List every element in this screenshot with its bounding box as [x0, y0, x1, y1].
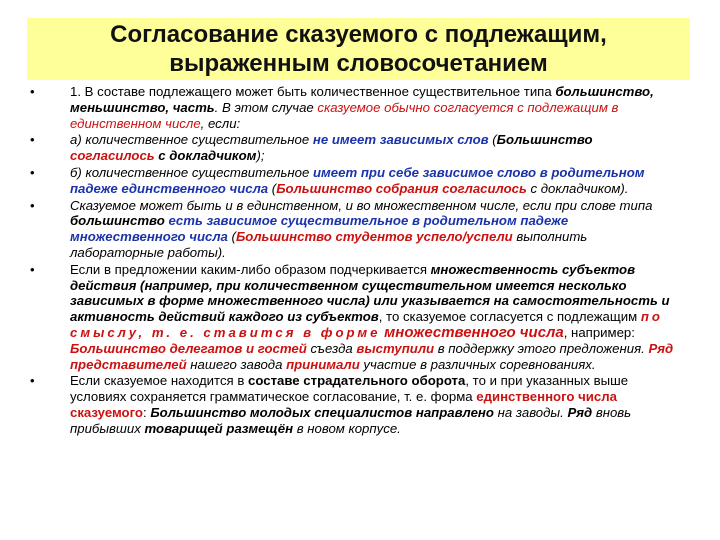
bullet-icon: •: [30, 261, 35, 277]
text: );: [256, 148, 265, 164]
term: составе страдательного оборота: [248, 373, 466, 389]
example: Большинство собрания согласилось: [276, 180, 527, 196]
highlight: имеет при себе зависимое слово в родительном падеже единственного числа: [70, 164, 645, 196]
example-verb: выступили: [356, 340, 435, 356]
example-verb: согласилось: [70, 148, 155, 164]
text: Сказуемое может быть и в единственном, и во множественном числе, если при слове типа: [70, 197, 653, 213]
text: а) количественное существительное: [70, 132, 313, 148]
highlight: единственного числа сказуемого: [70, 389, 617, 420]
text: , то и при указанных выше условиях сохраняется грамматическое согласование, т. е. форма: [70, 373, 629, 405]
text: на заводы.: [493, 404, 568, 420]
text: выполнить лабораторные работы).: [70, 229, 588, 260]
title-line-2: выраженным словосочетанием: [169, 50, 548, 77]
example: Большинство студентов успело/успели: [235, 229, 513, 245]
text: съезда: [306, 340, 357, 356]
text: , если:: [200, 115, 241, 131]
text: участие в различных соревнованиях.: [359, 356, 596, 372]
title-line-1: Согласование сказуемого с подлежащим,: [110, 21, 607, 48]
example: Большинство молодых специалистов направлено: [150, 404, 494, 420]
rule-item-3: [28, 165, 680, 197]
text: (: [227, 229, 236, 245]
bullet-icon: •: [30, 84, 35, 99]
text: . В этом случае: [214, 99, 318, 115]
text: (: [488, 132, 497, 148]
term: большинство: [70, 213, 165, 229]
example-verb: принимали: [286, 356, 360, 372]
rules-list: [28, 84, 680, 438]
slide-title: [110, 20, 607, 78]
example: товарищей размещён: [144, 420, 294, 436]
text: :: [143, 404, 151, 420]
bullet-icon: •: [30, 164, 35, 180]
text: в новом корпусе.: [293, 420, 401, 436]
highlight: сказуемое обычно согласуется с подлежащим в единственном числе: [70, 99, 619, 131]
rule-item-1: [28, 84, 680, 131]
text: нашего завода: [186, 356, 287, 372]
highlight: по смыслу, т. е. ставится в форме: [70, 309, 663, 340]
text: (: [268, 180, 277, 196]
bullet-icon: •: [30, 373, 35, 389]
text: б) количественное существительное: [70, 164, 313, 180]
text: с докладчиком).: [526, 180, 629, 196]
term: большинство, меньшинство, часть: [70, 84, 654, 115]
rule-item-6: [28, 373, 680, 436]
rule-item-4: [28, 198, 680, 261]
text: , то сказуемое согласуется с подлежащим: [378, 309, 641, 325]
rule-item-2: [28, 132, 680, 164]
text: , например:: [563, 324, 635, 340]
text: 1. В составе подлежащего может быть количественное существительное типа: [70, 84, 556, 99]
example: Ряд: [567, 404, 593, 420]
example: Большинство делегатов и гостей: [70, 340, 307, 356]
bullet-icon: •: [30, 132, 35, 148]
rule-item-5: [28, 262, 680, 373]
term: множественность субъектов действия (например, при количественном существительном имеется несколько зависимых в форме множественного числа) или указывается на самостоятельность и активность действий каждого из субъектов: [70, 261, 670, 325]
example: Ряд представителей: [70, 340, 674, 372]
text: вновь прибывших: [70, 404, 632, 436]
text: в поддержку этого предложения.: [434, 340, 649, 356]
highlight: не имеет зависимых слов: [312, 132, 489, 148]
highlight: множественного числа: [384, 323, 564, 341]
highlight: есть зависимое существительное в родительном падеже множественного числа: [70, 213, 569, 245]
example: с докладчиком: [158, 148, 257, 164]
bullet-icon: •: [30, 197, 35, 213]
text: Если в предложении каким-либо образом подчеркивается: [70, 261, 431, 277]
slide-title-banner: [27, 18, 690, 80]
example: Большинство: [496, 132, 593, 148]
text: Если сказуемое находится в: [70, 373, 249, 389]
